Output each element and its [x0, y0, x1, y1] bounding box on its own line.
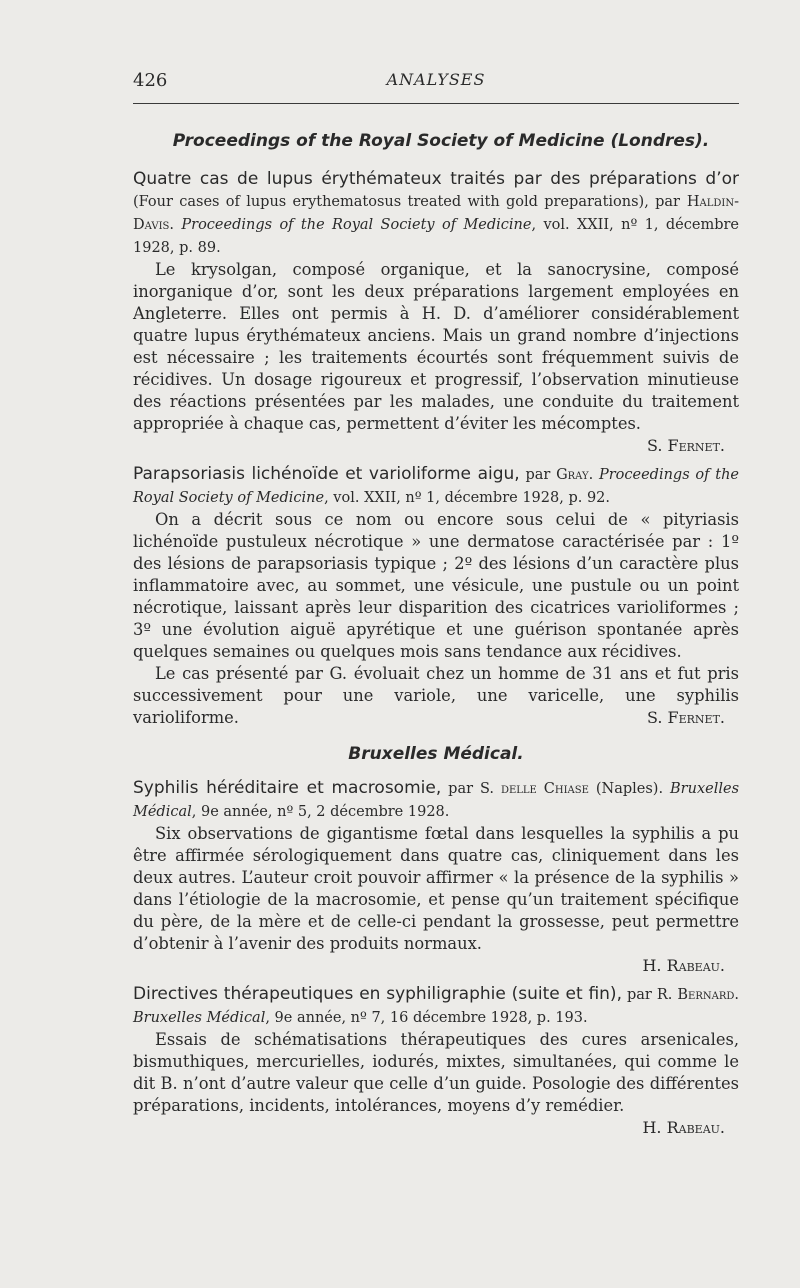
signature: S. Fernet.: [646, 708, 725, 727]
header-rule: [133, 103, 739, 104]
citation-part: , 9e année, nº 5, 2 décembre 1928.: [191, 804, 450, 820]
citation-part: (Four cases of lupus erythematosus treated with gold preparations), par: [133, 194, 680, 210]
citation-part: .: [169, 217, 182, 233]
citation-part: par R.: [621, 987, 678, 1003]
signature: H. Rabeau.: [642, 956, 725, 975]
citation-part: , 9e année, nº 7, 16 décembre 1928, p. 193.: [265, 1010, 588, 1026]
citation-part: (Naples).: [588, 781, 671, 797]
page-number: 426: [133, 70, 168, 91]
journal-name: Proceedings of the Royal Society of Medicine: [133, 467, 740, 506]
signature: H. Rabeau.: [642, 1118, 725, 1137]
author-name: Bernard: [677, 987, 735, 1003]
author-name: Haldin-Davis: [133, 194, 739, 233]
citation-part: , vol. XXII, nº 1, décembre 1928, p. 92.: [324, 490, 611, 506]
article-body: Le cas présenté par G. évoluait chez un homme de 31 ans et fut pris successivement pour une variole, une varicelle, une syphilis varioliforme.: [133, 664, 739, 727]
article-heading: [133, 983, 739, 1029]
article-title: Syphilis héréditaire et macrosomie,: [133, 778, 442, 798]
article-directives: [133, 983, 739, 1139]
citation-part: .: [734, 987, 740, 1003]
author-name: Gray: [556, 467, 589, 483]
article-body: Essais de schématisations thérapeutiques des cures arsenicales, bismuthiques, mercurielles, iodurés, mixtes, simultanées, qui comme le dit B. n’ont d’autre valeur que celle d’un guide. Posologie des différentes préparations, incidents, intolérances, moyens d’y remédier.: [133, 1030, 739, 1115]
text-column: [133, 128, 739, 1145]
citation-part: par: [519, 467, 557, 483]
article-heading: [133, 777, 739, 823]
article-body: Le krysolgan, composé organique, et la sanocrysine, composé inorganique d’or, sont les deux préparations largement employées en Angleterre. Elles ont permis à H. D. d’améliorer considérablement quatre lupus érythémateux anciens. Mais un grand nombre d’injections est nécessaire ; les traitements écourtés sont fréquemment suivis de récidives. Un dosage rigoureux et progressif, l’observation minutieuse des réactions présentées par les malades, une conduite du traitement appropriée à chaque cas, permettent d’éviter les mécomptes.: [133, 260, 739, 433]
article-title: Quatre cas de lupus érythémateux traités par des préparations d’or: [133, 169, 739, 189]
article-macrosomie: [133, 777, 739, 977]
citation-part: , vol. XXII, nº 1, décembre 1928, p. 89.: [133, 217, 739, 256]
journal-heading-bruxelles: Bruxelles Médical.: [348, 744, 524, 764]
article-body: Six observations de gigantisme fœtal dans lesquelles la syphilis a pu être affirmée sérologiquement dans quatre cas, cliniquement dans les deux autres. L’auteur croit pouvoir affirmer « la présence de la syphilis » dans l’étiologie de la macrosomie, et pense qu’un traitement spécifique du père, de la mère et de celle-ci pendant la grossesse, peut permettre d’obtenir à l’avenir des produits normaux.: [133, 824, 739, 953]
citation-part: par S.: [441, 781, 501, 797]
page-header: [133, 70, 739, 90]
article-heading: [133, 463, 739, 509]
journal-name: Bruxelles Médical: [133, 781, 740, 820]
journal-name: Proceedings of the Royal Society of Medicine: [181, 217, 532, 233]
article-heading: [133, 168, 739, 259]
article-parapsoriasis: [133, 463, 739, 729]
citation-part: .: [588, 467, 599, 483]
article-title: Directives thérapeutiques en syphiligraphie (suite et fin),: [133, 984, 622, 1004]
article-lupus: [133, 168, 739, 457]
signature: S. Fernet.: [646, 436, 725, 455]
author-name: delle Chiase: [500, 781, 589, 797]
article-body: On a décrit sous ce nom ou encore sous celui de « pityriasis lichénoïde pustuleux nécrotique » une dermatose caractérisée par : 1º des lésions de parapsoriasis typique ; 2º des lésions d’un caractère plus inflammatoire avec, au sommet, une vésicule, une pustule ou un point nécrotique, laissant après leur disparition des cicatrices varioliformes ; 3º une évolution aiguë apyrétique et une guérison spontanée après quelques semaines ou quelques mois sans tendance aux récidives.: [133, 510, 739, 661]
running-title: ANALYSES: [386, 70, 486, 89]
journal-heading-proceedings: Proceedings of the Royal Society of Medicine (Londres).: [172, 131, 710, 151]
journal-name: Bruxelles Médical: [133, 1010, 266, 1026]
article-title: Parapsoriasis lichénoïde et varioliforme aigu,: [133, 464, 520, 484]
